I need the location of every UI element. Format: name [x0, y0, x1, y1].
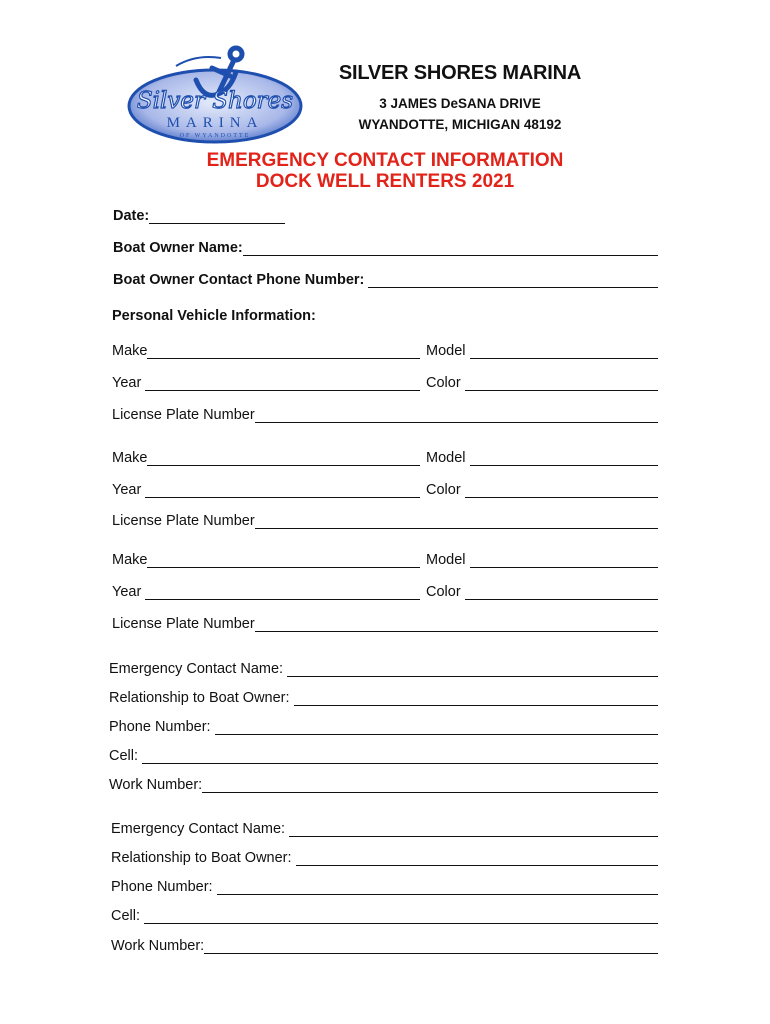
owner-name-field[interactable] — [113, 236, 658, 256]
make-label: Make — [112, 343, 148, 359]
color-line[interactable] — [465, 376, 658, 391]
logo-small-text: OF WYANDOTTE — [179, 133, 251, 139]
vehicle-2-make[interactable] — [112, 446, 420, 466]
date-line[interactable] — [149, 209, 285, 224]
color-line[interactable] — [465, 585, 658, 600]
vehicle-3-year[interactable] — [112, 580, 420, 600]
owner-phone-line[interactable] — [368, 273, 658, 288]
vehicle-section-heading: Personal Vehicle Information: — [112, 308, 316, 324]
work-label: Work Number: — [109, 777, 203, 793]
work-line[interactable] — [204, 939, 658, 954]
plate-line[interactable] — [255, 408, 658, 423]
logo-marina: MARINA — [166, 115, 264, 131]
year-line[interactable] — [145, 483, 420, 498]
vehicle-3-plate[interactable] — [112, 612, 658, 632]
vehicle-2-year[interactable] — [112, 478, 420, 498]
address-line-2: WYANDOTTE, MICHIGAN 48192 — [358, 117, 562, 132]
make-line[interactable] — [147, 553, 420, 568]
contact-1-phone[interactable] — [109, 715, 658, 735]
plate-line[interactable] — [255, 514, 658, 529]
phone-line[interactable] — [215, 720, 658, 735]
contact-2-name[interactable] — [111, 817, 658, 837]
org-name: SILVER SHORES MARINA — [338, 62, 582, 84]
phone-label: Phone Number: — [109, 719, 211, 735]
color-label: Color — [426, 482, 461, 498]
cell-label: Cell: — [111, 908, 141, 924]
plate-label: License Plate Number — [112, 513, 255, 529]
vehicle-3-model[interactable] — [426, 548, 658, 568]
year-line[interactable] — [145, 585, 420, 600]
make-label: Make — [112, 450, 148, 466]
plate-line[interactable] — [255, 617, 658, 632]
model-line[interactable] — [470, 344, 658, 359]
vehicle-3-make[interactable] — [112, 548, 420, 568]
model-line[interactable] — [470, 451, 658, 466]
vehicle-1-color[interactable] — [426, 371, 658, 391]
contact-name-line[interactable] — [287, 662, 658, 677]
date-label: Date: — [113, 208, 150, 224]
contact-2-cell[interactable] — [111, 904, 658, 924]
vehicle-1-year[interactable] — [112, 371, 420, 391]
owner-name-line[interactable] — [243, 241, 658, 256]
vehicle-1-plate[interactable] — [112, 403, 658, 423]
form-title-line-2: DOCK WELL RENTERS 2021 — [255, 171, 515, 192]
work-label: Work Number: — [111, 938, 205, 954]
form-title-line-1: EMERGENCY CONTACT INFORMATION — [206, 150, 564, 171]
owner-name-label: Boat Owner Name: — [113, 240, 243, 256]
contact-name-line[interactable] — [289, 822, 658, 837]
plate-label: License Plate Number — [112, 407, 255, 423]
phone-line[interactable] — [217, 880, 658, 895]
model-line[interactable] — [470, 553, 658, 568]
color-line[interactable] — [465, 483, 658, 498]
vehicle-2-color[interactable] — [426, 478, 658, 498]
year-line[interactable] — [145, 376, 420, 391]
model-label: Model — [426, 450, 466, 466]
form-title — [0, 150, 770, 192]
vehicle-2-plate[interactable] — [112, 509, 658, 529]
logo-script: Silver Shores — [136, 88, 294, 114]
owner-phone-field[interactable] — [113, 268, 658, 288]
contact-1-relationship[interactable] — [109, 686, 658, 706]
phone-label: Phone Number: — [111, 879, 213, 895]
contact-2-work[interactable] — [111, 934, 658, 954]
model-label: Model — [426, 343, 466, 359]
relationship-label: Relationship to Boat Owner: — [109, 690, 290, 706]
make-label: Make — [112, 552, 148, 568]
relationship-line[interactable] — [294, 691, 658, 706]
work-line[interactable] — [202, 778, 658, 793]
make-line[interactable] — [147, 344, 420, 359]
year-label: Year — [112, 482, 142, 498]
contact-2-relationship[interactable] — [111, 846, 658, 866]
make-line[interactable] — [147, 451, 420, 466]
cell-line[interactable] — [142, 749, 658, 764]
vehicle-2-model[interactable] — [426, 446, 658, 466]
contact-name-label: Emergency Contact Name: — [111, 821, 286, 837]
relationship-line[interactable] — [296, 851, 658, 866]
relationship-label: Relationship to Boat Owner: — [111, 850, 292, 866]
year-label: Year — [112, 584, 142, 600]
vehicle-3-color[interactable] — [426, 580, 658, 600]
model-label: Model — [426, 552, 466, 568]
address-line-1: 3 JAMES DeSANA DRIVE — [379, 96, 541, 111]
vehicle-1-model[interactable] — [426, 339, 658, 359]
cell-label: Cell: — [109, 748, 139, 764]
contact-name-label: Emergency Contact Name: — [109, 661, 284, 677]
year-label: Year — [112, 375, 142, 391]
color-label: Color — [426, 375, 461, 391]
contact-1-cell[interactable] — [109, 744, 658, 764]
marina-logo — [126, 44, 304, 144]
owner-phone-label: Boat Owner Contact Phone Number: — [113, 272, 365, 288]
org-header — [320, 62, 600, 138]
contact-1-name[interactable] — [109, 657, 658, 677]
vehicle-1-make[interactable] — [112, 339, 420, 359]
contact-2-phone[interactable] — [111, 875, 658, 895]
cell-line[interactable] — [144, 909, 658, 924]
color-label: Color — [426, 584, 461, 600]
plate-label: License Plate Number — [112, 616, 255, 632]
contact-1-work[interactable] — [109, 773, 658, 793]
date-field[interactable] — [113, 204, 285, 224]
